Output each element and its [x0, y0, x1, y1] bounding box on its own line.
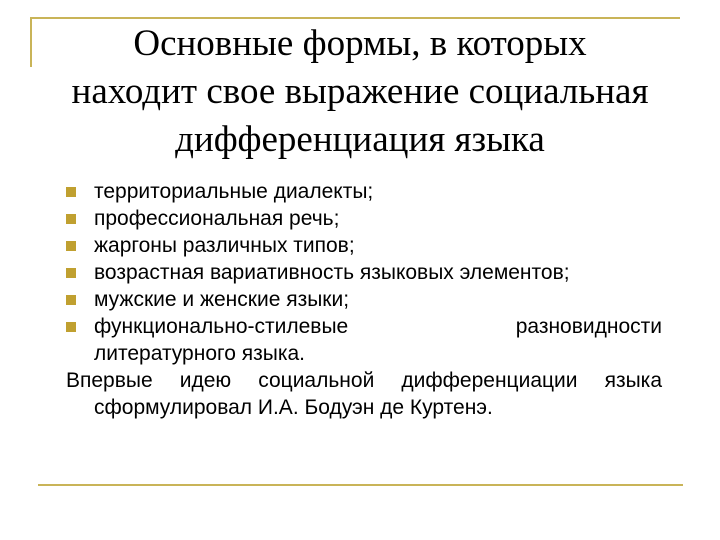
- bullet-text-line-1: функционально-стилевые разновидности: [94, 315, 662, 338]
- slide-body: [66, 178, 662, 421]
- bottom-decorative-rule: [38, 484, 683, 486]
- bullet-item: [66, 205, 662, 232]
- slide-title: [0, 20, 720, 164]
- bullet-text-line-2: литературного языка.: [94, 342, 305, 365]
- square-bullet-icon: [66, 241, 76, 251]
- bullet-text: мужские и женские языки;: [94, 288, 350, 311]
- bullet-item: [66, 178, 662, 205]
- bullet-item: [66, 286, 662, 313]
- paragraph-line-2: сформулировал И.А. Бодуэн де Куртенэ.: [94, 396, 493, 419]
- bullet-text: территориальные диалекты;: [94, 180, 374, 203]
- bullet-text: жаргоны различных типов;: [94, 234, 355, 257]
- square-bullet-icon: [66, 295, 76, 305]
- bullet-item: [66, 259, 662, 286]
- title-line-3: дифференциация языка: [175, 119, 545, 160]
- square-bullet-icon: [66, 187, 76, 197]
- title-line-1: Основные формы, в которых: [133, 23, 587, 64]
- top-decorative-rule: [30, 17, 680, 19]
- title-line-2: находит свое выражение социальная: [71, 71, 649, 112]
- square-bullet-icon: [66, 214, 76, 224]
- square-bullet-icon: [66, 322, 76, 332]
- bullet-text: возрастная вариативность языковых элементов;: [94, 261, 570, 284]
- bullet-item: [66, 232, 662, 259]
- bullet-text: профессиональная речь;: [94, 207, 340, 230]
- bullet-item: [66, 313, 662, 367]
- closing-paragraph: [66, 367, 662, 421]
- square-bullet-icon: [66, 268, 76, 278]
- paragraph-line-1: Впервые идею социальной дифференциации языка: [66, 369, 662, 392]
